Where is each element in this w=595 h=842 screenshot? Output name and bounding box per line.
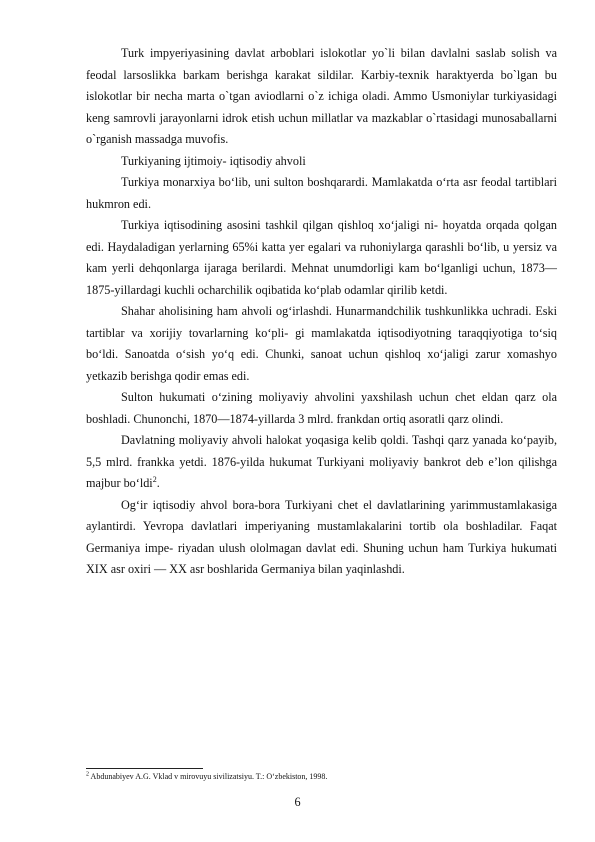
footnote: [86, 771, 557, 782]
paragraph-1: Turk impyeriyasining davlat arboblari islokotlar yo`li bilan davlalni saslab solish va feodal larsoslikka barkam berishga karakat sildilar. Karbiy-texnik haraktyerda bo`lgan bu islokotlar bir necha marta o`tgan aviodlarni o`z ichiga oladi. Ammo Usmoniylar turkiyasidagi keng samrovli jarayonlarni idrok etish uchun millatlar va mazkablar o`rtasidagi munosaballarni o`rganish massadga muvofis.: [86, 46, 557, 146]
footnote-divider: [86, 768, 203, 769]
paragraph-2: Turkiya monarxiya bo‘lib, uni sulton boshqarardi. Mamlakatda o‘rta asr feodal tartiblari hukmron edi.: [86, 175, 557, 211]
footnote-text: Abdunabiyev A.G. Vklad v mirovuyu sivilizatsiyu. T.: O‘zbekiston, 1998.: [89, 772, 328, 781]
page-number: 6: [294, 795, 301, 809]
document-body: [86, 43, 557, 581]
footnote-reference[interactable]: 2: [152, 474, 157, 484]
paragraph-4: Shahar aholisining ham ahvoli og‘irlashdi. Hunarmandchilik tushkunlikka uchradi. Eski tartiblar va xorijiy tovarlarning ko‘pli- gi mamlakatda iqtisodiyotning taraqqiyotiga to‘siq bo‘ldi. Sanoatda o‘sish yo‘q edi. Chunki, sanoat uchun qishloq xo‘jaligi zarur xomashyo yetkazib berishga qodir emas edi.: [86, 304, 557, 383]
paragraph-6: [86, 430, 557, 495]
paragraph-3: Turkiya iqtisodining asosini tashkil qilgan qishloq xo‘jaligi ni- hoyatda orqada qolgan edi. Haydaladigan yerlarning 65%i katta yer egalari va ruhoniylarga qarashli bo‘lib, u yersiz va kam yerli dehqonlarga ijaraga berilardi. Mehnat unumdorligi kam bo‘lganligi uchun, 1873—1875-yillardagi kuchli ocharchilik oqibatida ko‘plab odamlar qirilib ketdi.: [86, 218, 557, 297]
paragraph-6-end: .: [156, 476, 160, 490]
paragraph-5: Sulton hukumati o‘zining moliyaviy ahvolini yaxshilash uchun chet eldan qarz ola boshladi. Chunonchi, 1870—1874-yillarda 3 mlrd. frankdan ortiq asoratli qarz olindi.: [86, 390, 557, 426]
section-heading: Turkiyaning ijtimoiy- iqtisodiy ahvoli: [121, 153, 306, 168]
paragraph-7: Og‘ir iqtisodiy ahvol bora-bora Turkiyani chet el davlatlarining yarimmustamlakasiga aylantirdi. Yevropa davlatlari imperiyaning mustamlakalarini tortib ola boshladilar. Faqat Germaniya impe- riyadan ulush ololmagan davlat edi. Shuning uchun ham Turkiya hukumati XIX asr oxiri — XX asr boshlarida Germaniya bilan yaqinlashdi.: [86, 497, 557, 576]
footnote-number: 2: [86, 771, 89, 778]
paragraph-6-text: Davlatning moliyaviy ahvoli halokat yoqasiga kelib qoldi. Tashqi qarz yanada ko‘payib, 5,5 mlrd. frankka yetdi. 1876-yilda hukumat Turkiyani moliyaviy bankrot deb e’lon qilishga majbur bo‘ldi: [86, 433, 557, 490]
